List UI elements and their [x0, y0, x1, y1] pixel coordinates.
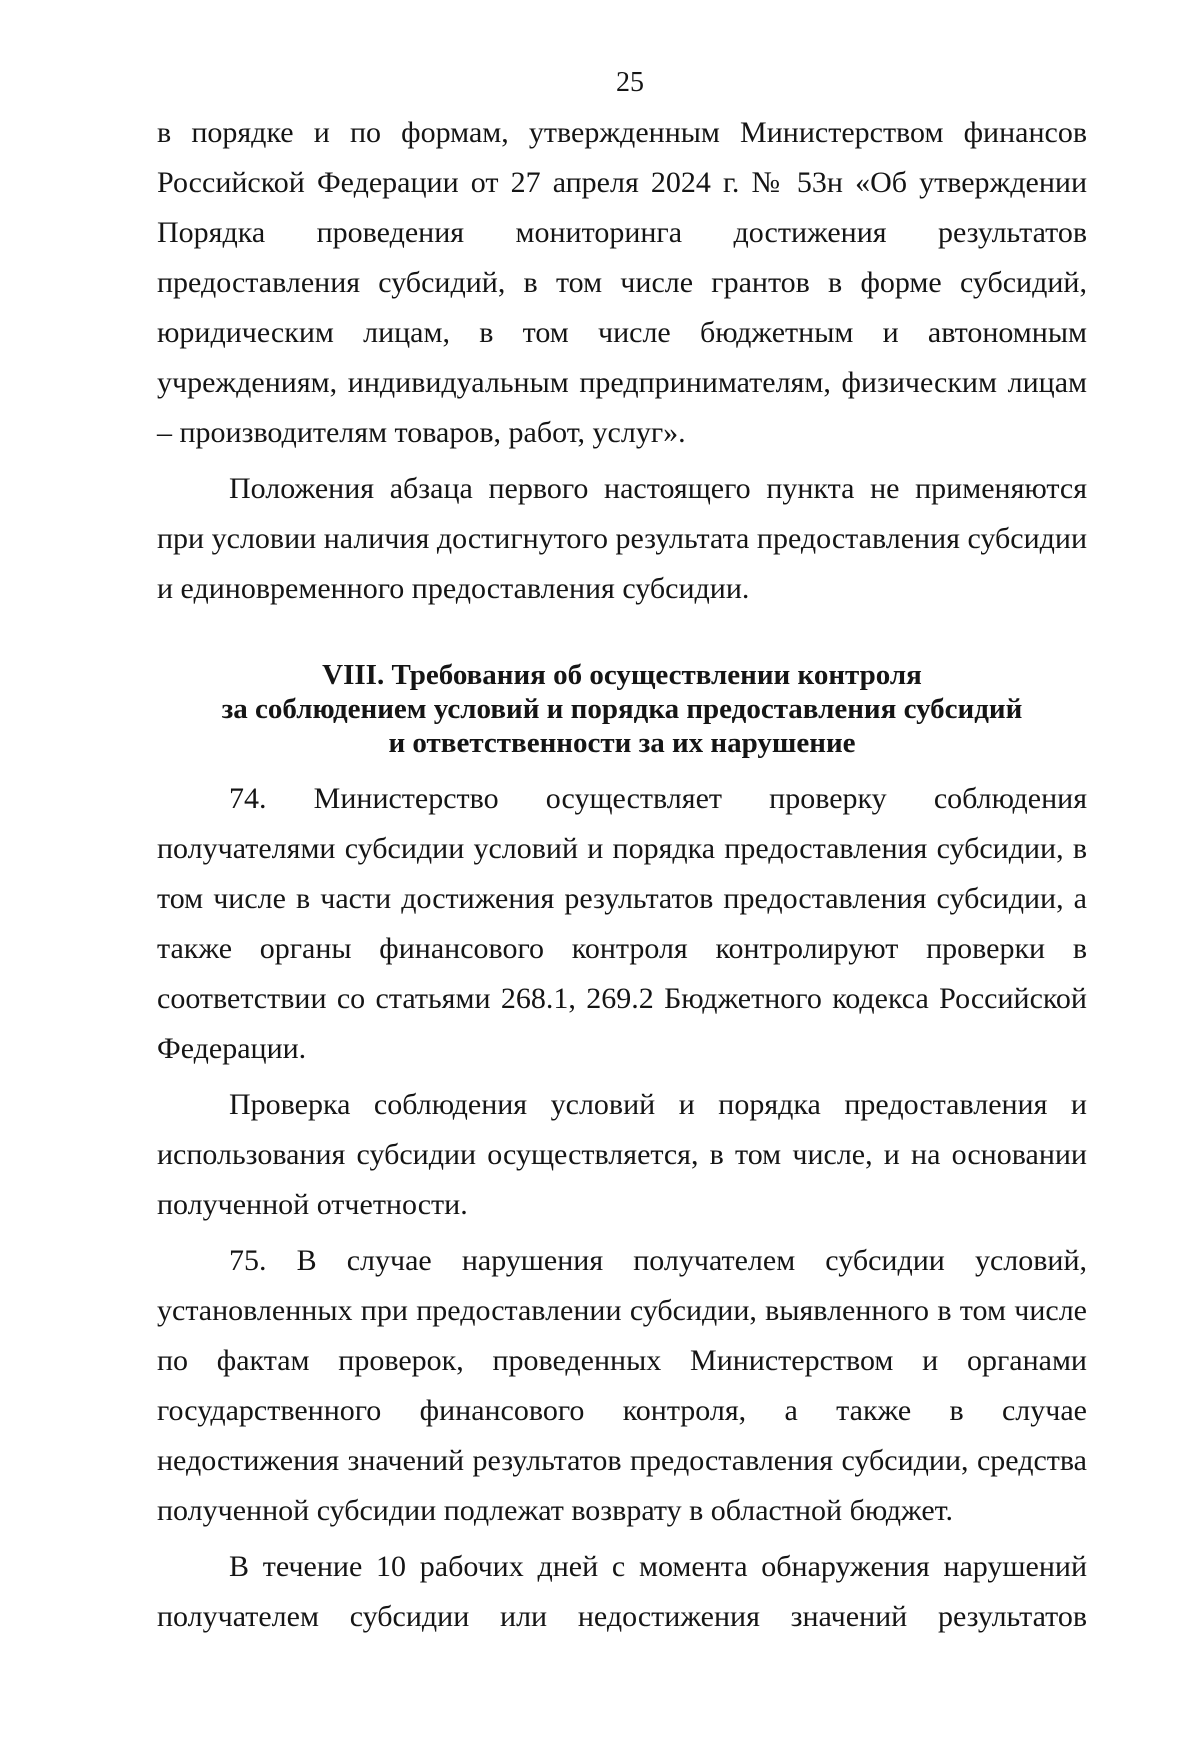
section-heading-line-3: и ответственности за их нарушение	[388, 727, 856, 759]
paragraph-deadline: В течение 10 рабочих дней с момента обнаружения нарушений получателем субсидии или недостижения значений результатов	[157, 1550, 1087, 1633]
paragraph-inspection: Проверка соблюдения условий и порядка предоставления и использования субсидии осуществляется, в том числе, и на основании полученной отчетности.	[157, 1088, 1087, 1221]
section-heading-line-1: VIII. Требования об осуществлении контроля	[322, 659, 922, 691]
paragraph-continuation: в порядке и по формам, утвержденным Министерством финансов Российской Федерации от 27 апреля 2024 г. № 53н «Об утверждении Порядка проведения мониторинга достижения результатов предоставления субсидий, в том числе грантов в форме субсидий, юридическим лицам, в том числе бюджетным и автономным учреждениям, индивидуальным предпринимателям, физическим лицам – производителям товаров, работ, услуг».	[157, 116, 1087, 449]
section-heading-line-2: за соблюдением условий и порядка предоставления субсидий	[221, 693, 1023, 725]
paragraph-provisions: Положения абзаца первого настоящего пункта не применяются при условии наличия достигнутого результата предоставления субсидии и единовременного предоставления субсидии.	[157, 472, 1087, 605]
section-heading	[157, 658, 1087, 760]
document-body	[157, 108, 1087, 1642]
paragraph-item-74: 74. Министерство осуществляет проверку соблюдения получателями субсидии условий и порядка предоставления субсидии, в том числе в части достижения результатов предоставления субсидии, а также органы финансового контроля контролируют проверки в соответствии со статьями 268.1, 269.2 Бюджетного кодекса Российской Федерации.	[157, 782, 1087, 1065]
paragraph-item-75: 75. В случае нарушения получателем субсидии условий, установленных при предоставлении субсидии, выявленного в том числе по фактам проверок, проведенных Министерством и органами государственного финансового контроля, а также в случае недостижения значений результатов предоставления субсидии, средства полученной субсидии подлежат возврату в областной бюджет.	[157, 1244, 1087, 1527]
page-number: 25	[616, 67, 644, 98]
